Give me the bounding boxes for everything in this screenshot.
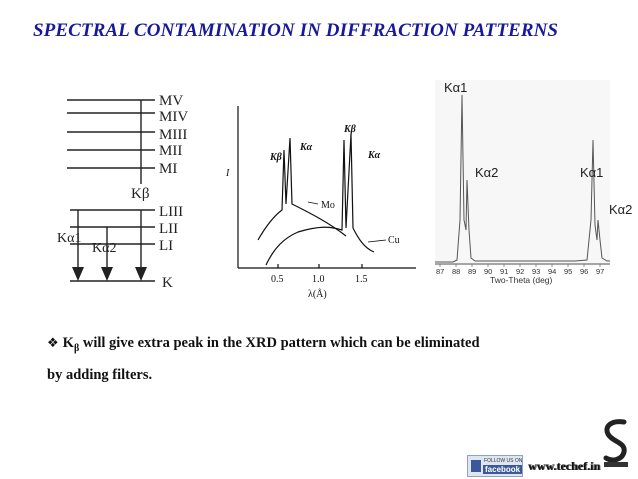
xrd-tick-96: 96 — [580, 267, 589, 276]
xrd-x-label: Two-Theta (deg) — [490, 275, 553, 285]
xrd-ka2-left-label: Kα2 — [475, 165, 499, 180]
xrd-tick-93: 93 — [532, 267, 541, 276]
level-mv: MV — [159, 93, 184, 109]
bullet-point — [47, 330, 617, 388]
level-mi: MI — [159, 161, 178, 177]
bullet-beta-subscript: β — [73, 342, 80, 354]
website-link[interactable]: www.techef.in — [528, 459, 600, 473]
xrd-ka1-left-label: Kα1 — [444, 80, 468, 95]
level-k: K — [162, 275, 173, 291]
spectrum-x-label: λ(Å) — [308, 289, 327, 300]
emission-spectrum-plot — [218, 100, 428, 300]
spectrum-tick-1: 1.0 — [312, 274, 325, 285]
spectrum-tick-0: 0.5 — [271, 274, 284, 285]
xrd-tick-87: 87 — [436, 267, 445, 276]
xrd-ka1-right-label: Kα1 — [580, 165, 604, 180]
xrd-tick-95: 95 — [564, 267, 573, 276]
mo-kalpha-label: Kα — [300, 142, 313, 153]
badge-facebook-text: facebook — [485, 465, 521, 474]
bullet-k-symbol: K — [62, 335, 74, 351]
kbeta-transition-label: Kβ — [131, 186, 150, 202]
cu-kalpha-label: Kα — [368, 150, 381, 161]
ka1-transition-label: Kα1 — [57, 231, 82, 246]
bullet-line-1 — [47, 330, 617, 362]
xrd-tick-88: 88 — [452, 267, 461, 276]
level-li: LI — [159, 238, 174, 254]
spectrum-y-label: I — [226, 168, 230, 179]
xrd-tick-91: 91 — [500, 267, 509, 276]
slide-title: SPECTRAL CONTAMINATION IN DIFFRACTION PATTERNS — [33, 20, 559, 41]
xrd-tick-89: 89 — [468, 267, 477, 276]
level-lii: LII — [159, 221, 179, 237]
cu-curve-label: Cu — [388, 235, 400, 246]
cu-kbeta-label: Kβ — [344, 124, 356, 135]
badge-follow-text: FOLLOW US ON — [484, 458, 523, 464]
facebook-icon — [471, 460, 481, 472]
energy-level-diagram — [55, 88, 205, 298]
level-liii: LIII — [159, 204, 184, 220]
xrd-tick-97: 97 — [596, 267, 605, 276]
mo-curve-label: Mo — [321, 200, 335, 211]
bullet-line-2: by adding filters. — [47, 366, 153, 383]
xrd-tick-90: 90 — [484, 267, 493, 276]
diamond-bullet-icon: ❖ — [47, 336, 59, 351]
bullet-line-1-text: will give extra peak in the XRD pattern which can be eliminated — [79, 335, 480, 351]
level-miv: MIV — [159, 109, 189, 125]
ka2-transition-label: Kα2 — [92, 241, 117, 256]
xrd-tick-92: 92 — [516, 267, 525, 276]
xrd-pattern-plot — [425, 70, 638, 285]
facebook-follow-badge[interactable] — [467, 455, 523, 477]
xrd-tick-94: 94 — [548, 267, 557, 276]
xrd-ka2-right-label: Kα2 — [609, 202, 633, 217]
level-mii: MII — [159, 143, 183, 159]
level-miii: MIII — [159, 127, 188, 143]
mo-kbeta-label: Kβ — [270, 152, 282, 163]
techef-logo-icon — [598, 418, 634, 468]
spectrum-tick-2: 1.5 — [355, 274, 368, 285]
